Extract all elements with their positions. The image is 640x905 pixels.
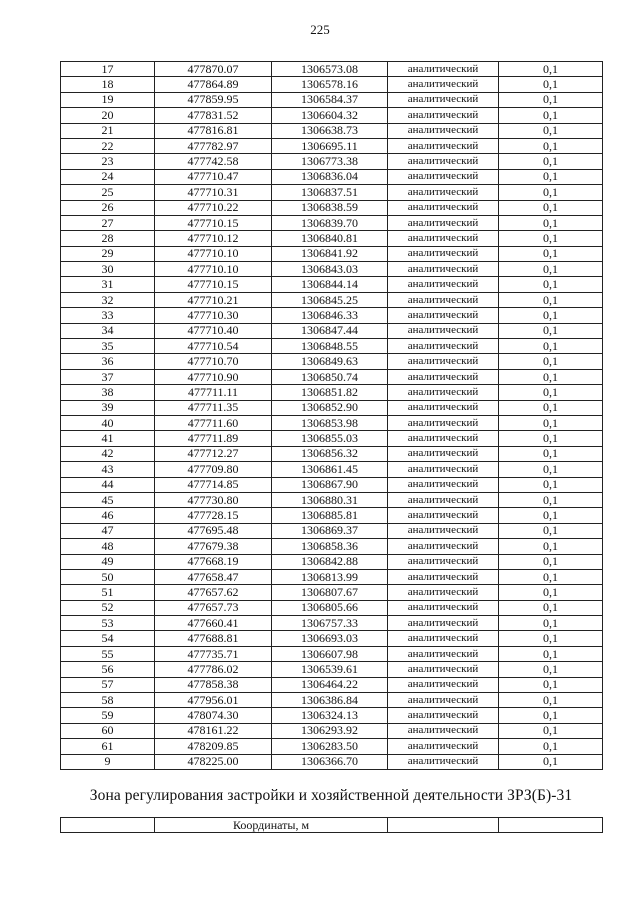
accuracy-cell: 0,1 [499, 169, 603, 184]
x-coordinate-cell: 477710.31 [155, 185, 272, 200]
x-coordinate-cell: 477695.48 [155, 523, 272, 538]
table-row [61, 492, 603, 507]
accuracy-cell: 0,1 [499, 462, 603, 477]
accuracy-cell: 0,1 [499, 554, 603, 569]
accuracy-cell: 0,1 [499, 600, 603, 615]
accuracy-cell: 0,1 [499, 492, 603, 507]
accuracy-cell: 0,1 [499, 123, 603, 138]
table-row [61, 600, 603, 615]
x-coordinate-cell: 477712.27 [155, 446, 272, 461]
y-coordinate-cell: 1306693.03 [272, 631, 388, 646]
method-cell: аналитический [388, 369, 499, 384]
x-coordinate-cell: 477657.73 [155, 600, 272, 615]
accuracy-cell: 0,1 [499, 693, 603, 708]
method-cell: аналитический [388, 277, 499, 292]
y-coordinate-cell: 1306846.33 [272, 308, 388, 323]
y-coordinate-cell: 1306852.90 [272, 400, 388, 415]
method-cell: аналитический [388, 77, 499, 92]
accuracy-cell: 0,1 [499, 354, 603, 369]
method-cell: аналитический [388, 693, 499, 708]
y-coordinate-cell: 1306293.92 [272, 723, 388, 738]
table-row [61, 708, 603, 723]
x-coordinate-cell: 477735.71 [155, 646, 272, 661]
zone-coordinates-header-table [60, 817, 603, 833]
method-cell: аналитический [388, 646, 499, 661]
accuracy-cell: 0,1 [499, 431, 603, 446]
table-row [61, 200, 603, 215]
point-number-cell: 51 [61, 585, 155, 600]
y-coordinate-cell: 1306847.44 [272, 323, 388, 338]
point-number-cell: 23 [61, 154, 155, 169]
method-cell: аналитический [388, 569, 499, 584]
method-cell: аналитический [388, 123, 499, 138]
point-number-cell: 25 [61, 185, 155, 200]
y-coordinate-cell: 1306757.33 [272, 616, 388, 631]
accuracy-cell: 0,1 [499, 539, 603, 554]
method-cell: аналитический [388, 400, 499, 415]
accuracy-cell: 0,1 [499, 62, 603, 77]
x-coordinate-cell: 478209.85 [155, 739, 272, 754]
method-cell: аналитический [388, 492, 499, 507]
y-coordinate-cell: 1306607.98 [272, 646, 388, 661]
header-cell-empty [388, 818, 499, 833]
point-number-cell: 59 [61, 708, 155, 723]
x-coordinate-cell: 477688.81 [155, 631, 272, 646]
table-row [61, 662, 603, 677]
accuracy-cell: 0,1 [499, 215, 603, 230]
y-coordinate-cell: 1306813.99 [272, 569, 388, 584]
method-cell: аналитический [388, 585, 499, 600]
method-cell: аналитический [388, 385, 499, 400]
accuracy-cell: 0,1 [499, 108, 603, 123]
header-cell-empty [499, 818, 603, 833]
x-coordinate-cell: 477786.02 [155, 662, 272, 677]
point-number-cell: 37 [61, 369, 155, 384]
method-cell: аналитический [388, 723, 499, 738]
y-coordinate-cell: 1306578.16 [272, 77, 388, 92]
accuracy-cell: 0,1 [499, 369, 603, 384]
table-row [61, 385, 603, 400]
x-coordinate-cell: 477730.80 [155, 492, 272, 507]
point-number-cell: 49 [61, 554, 155, 569]
table-row [61, 554, 603, 569]
y-coordinate-cell: 1306869.37 [272, 523, 388, 538]
y-coordinate-cell: 1306848.55 [272, 339, 388, 354]
method-cell: аналитический [388, 92, 499, 107]
accuracy-cell: 0,1 [499, 308, 603, 323]
y-coordinate-cell: 1306840.81 [272, 231, 388, 246]
accuracy-cell: 0,1 [499, 200, 603, 215]
accuracy-cell: 0,1 [499, 262, 603, 277]
point-number-cell: 60 [61, 723, 155, 738]
method-cell: аналитический [388, 262, 499, 277]
y-coordinate-cell: 1306858.36 [272, 539, 388, 554]
y-coordinate-cell: 1306604.32 [272, 108, 388, 123]
y-coordinate-cell: 1306838.59 [272, 200, 388, 215]
x-coordinate-cell: 477710.10 [155, 262, 272, 277]
accuracy-cell: 0,1 [499, 415, 603, 430]
x-coordinate-cell: 478074.30 [155, 708, 272, 723]
table-row [61, 277, 603, 292]
point-number-cell: 46 [61, 508, 155, 523]
method-cell: аналитический [388, 169, 499, 184]
x-coordinate-cell: 477864.89 [155, 77, 272, 92]
table-row [61, 262, 603, 277]
accuracy-cell: 0,1 [499, 138, 603, 153]
x-coordinate-cell: 477710.90 [155, 369, 272, 384]
accuracy-cell: 0,1 [499, 739, 603, 754]
point-number-cell: 36 [61, 354, 155, 369]
table-row [61, 169, 603, 184]
point-number-cell: 32 [61, 292, 155, 307]
method-cell: аналитический [388, 616, 499, 631]
method-cell: аналитический [388, 215, 499, 230]
accuracy-cell: 0,1 [499, 446, 603, 461]
method-cell: аналитический [388, 754, 499, 769]
x-coordinate-cell: 477709.80 [155, 462, 272, 477]
y-coordinate-cell: 1306842.88 [272, 554, 388, 569]
x-coordinate-cell: 477816.81 [155, 123, 272, 138]
method-cell: аналитический [388, 138, 499, 153]
table-row [61, 646, 603, 661]
method-cell: аналитический [388, 231, 499, 246]
x-coordinate-cell: 477710.15 [155, 277, 272, 292]
accuracy-cell: 0,1 [499, 385, 603, 400]
y-coordinate-cell: 1306839.70 [272, 215, 388, 230]
x-coordinate-cell: 477831.52 [155, 108, 272, 123]
table-row [61, 462, 603, 477]
accuracy-cell: 0,1 [499, 646, 603, 661]
point-number-cell: 48 [61, 539, 155, 554]
x-coordinate-cell: 477711.35 [155, 400, 272, 415]
x-coordinate-cell: 477668.19 [155, 554, 272, 569]
y-coordinate-cell: 1306283.50 [272, 739, 388, 754]
method-cell: аналитический [388, 292, 499, 307]
point-number-cell: 38 [61, 385, 155, 400]
accuracy-cell: 0,1 [499, 339, 603, 354]
accuracy-cell: 0,1 [499, 292, 603, 307]
method-cell: аналитический [388, 354, 499, 369]
y-coordinate-cell: 1306366.70 [272, 754, 388, 769]
method-cell: аналитический [388, 62, 499, 77]
point-number-cell: 54 [61, 631, 155, 646]
method-cell: аналитический [388, 508, 499, 523]
y-coordinate-cell: 1306844.14 [272, 277, 388, 292]
point-number-cell: 22 [61, 138, 155, 153]
y-coordinate-cell: 1306867.90 [272, 477, 388, 492]
y-coordinate-cell: 1306885.81 [272, 508, 388, 523]
x-coordinate-cell: 477710.40 [155, 323, 272, 338]
method-cell: аналитический [388, 415, 499, 430]
y-coordinate-cell: 1306853.98 [272, 415, 388, 430]
y-coordinate-cell: 1306807.67 [272, 585, 388, 600]
x-coordinate-cell: 478161.22 [155, 723, 272, 738]
x-coordinate-cell: 477710.22 [155, 200, 272, 215]
header-coordinates-label: Координаты, м [155, 818, 388, 833]
method-cell: аналитический [388, 431, 499, 446]
x-coordinate-cell: 477782.97 [155, 138, 272, 153]
y-coordinate-cell: 1306464.22 [272, 677, 388, 692]
y-coordinate-cell: 1306843.03 [272, 262, 388, 277]
point-number-cell: 27 [61, 215, 155, 230]
method-cell: аналитический [388, 708, 499, 723]
y-coordinate-cell: 1306324.13 [272, 708, 388, 723]
table-row [61, 508, 603, 523]
y-coordinate-cell: 1306841.92 [272, 246, 388, 261]
method-cell: аналитический [388, 339, 499, 354]
point-number-cell: 50 [61, 569, 155, 584]
accuracy-cell: 0,1 [499, 277, 603, 292]
y-coordinate-cell: 1306880.31 [272, 492, 388, 507]
point-number-cell: 45 [61, 492, 155, 507]
method-cell: аналитический [388, 539, 499, 554]
point-number-cell: 47 [61, 523, 155, 538]
table-row [61, 339, 603, 354]
table-row [61, 231, 603, 246]
table-row [61, 215, 603, 230]
y-coordinate-cell: 1306805.66 [272, 600, 388, 615]
accuracy-cell: 0,1 [499, 585, 603, 600]
method-cell: аналитический [388, 308, 499, 323]
header-row [61, 818, 603, 833]
x-coordinate-cell: 477660.41 [155, 616, 272, 631]
method-cell: аналитический [388, 323, 499, 338]
x-coordinate-cell: 478225.00 [155, 754, 272, 769]
table-row [61, 739, 603, 754]
point-number-cell: 20 [61, 108, 155, 123]
point-number-cell: 58 [61, 693, 155, 708]
table-row [61, 754, 603, 769]
x-coordinate-cell: 477710.21 [155, 292, 272, 307]
point-number-cell: 43 [61, 462, 155, 477]
accuracy-cell: 0,1 [499, 508, 603, 523]
table-row [61, 631, 603, 646]
table-row [61, 415, 603, 430]
accuracy-cell: 0,1 [499, 569, 603, 584]
x-coordinate-cell: 477858.38 [155, 677, 272, 692]
point-number-cell: 33 [61, 308, 155, 323]
x-coordinate-cell: 477710.70 [155, 354, 272, 369]
method-cell: аналитический [388, 677, 499, 692]
point-number-cell: 18 [61, 77, 155, 92]
accuracy-cell: 0,1 [499, 246, 603, 261]
page-number: 225 [310, 22, 330, 37]
table-row [61, 323, 603, 338]
y-coordinate-cell: 1306845.25 [272, 292, 388, 307]
accuracy-cell: 0,1 [499, 708, 603, 723]
x-coordinate-cell: 477714.85 [155, 477, 272, 492]
coordinates-table [60, 61, 603, 770]
table-row [61, 677, 603, 692]
method-cell: аналитический [388, 662, 499, 677]
y-coordinate-cell: 1306695.11 [272, 138, 388, 153]
table-row [61, 246, 603, 261]
point-number-cell: 41 [61, 431, 155, 446]
header-cell-empty [61, 818, 155, 833]
x-coordinate-cell: 477710.15 [155, 215, 272, 230]
table-row [61, 77, 603, 92]
y-coordinate-cell: 1306386.84 [272, 693, 388, 708]
point-number-cell: 52 [61, 600, 155, 615]
x-coordinate-cell: 477710.54 [155, 339, 272, 354]
method-cell: аналитический [388, 185, 499, 200]
method-cell: аналитический [388, 554, 499, 569]
x-coordinate-cell: 477711.60 [155, 415, 272, 430]
y-coordinate-cell: 1306850.74 [272, 369, 388, 384]
point-number-cell: 26 [61, 200, 155, 215]
y-coordinate-cell: 1306638.73 [272, 123, 388, 138]
point-number-cell: 24 [61, 169, 155, 184]
y-coordinate-cell: 1306773.38 [272, 154, 388, 169]
point-number-cell: 17 [61, 62, 155, 77]
table-row [61, 354, 603, 369]
x-coordinate-cell: 477859.95 [155, 92, 272, 107]
method-cell: аналитический [388, 246, 499, 261]
coordinates-table-body [61, 62, 603, 770]
table-row [61, 108, 603, 123]
y-coordinate-cell: 1306851.82 [272, 385, 388, 400]
point-number-cell: 56 [61, 662, 155, 677]
y-coordinate-cell: 1306856.32 [272, 446, 388, 461]
accuracy-cell: 0,1 [499, 677, 603, 692]
table-row [61, 431, 603, 446]
accuracy-cell: 0,1 [499, 154, 603, 169]
x-coordinate-cell: 477658.47 [155, 569, 272, 584]
accuracy-cell: 0,1 [499, 323, 603, 338]
method-cell: аналитический [388, 200, 499, 215]
x-coordinate-cell: 477728.15 [155, 508, 272, 523]
table-row [61, 477, 603, 492]
accuracy-cell: 0,1 [499, 92, 603, 107]
table-row [61, 446, 603, 461]
point-number-cell: 21 [61, 123, 155, 138]
accuracy-cell: 0,1 [499, 185, 603, 200]
method-cell: аналитический [388, 739, 499, 754]
x-coordinate-cell: 477711.11 [155, 385, 272, 400]
point-number-cell: 29 [61, 246, 155, 261]
accuracy-cell: 0,1 [499, 631, 603, 646]
method-cell: аналитический [388, 446, 499, 461]
x-coordinate-cell: 477711.89 [155, 431, 272, 446]
table-row [61, 154, 603, 169]
y-coordinate-cell: 1306539.61 [272, 662, 388, 677]
method-cell: аналитический [388, 154, 499, 169]
point-number-cell: 31 [61, 277, 155, 292]
accuracy-cell: 0,1 [499, 400, 603, 415]
x-coordinate-cell: 477870.07 [155, 62, 272, 77]
point-number-cell: 28 [61, 231, 155, 246]
table-row [61, 185, 603, 200]
point-number-cell: 19 [61, 92, 155, 107]
method-cell: аналитический [388, 477, 499, 492]
point-number-cell: 30 [61, 262, 155, 277]
table-row [61, 92, 603, 107]
point-number-cell: 57 [61, 677, 155, 692]
point-number-cell: 35 [61, 339, 155, 354]
table-row [61, 123, 603, 138]
y-coordinate-cell: 1306849.63 [272, 354, 388, 369]
accuracy-cell: 0,1 [499, 231, 603, 246]
point-number-cell: 9 [61, 754, 155, 769]
zone-title: Зона регулирования застройки и хозяйственной деятельности ЗРЗ(Б)-31 [89, 787, 573, 804]
point-number-cell: 53 [61, 616, 155, 631]
table-row [61, 585, 603, 600]
table-row [61, 292, 603, 307]
table-row [61, 539, 603, 554]
table-row [61, 569, 603, 584]
x-coordinate-cell: 477710.30 [155, 308, 272, 323]
y-coordinate-cell: 1306836.04 [272, 169, 388, 184]
table-row [61, 693, 603, 708]
point-number-cell: 34 [61, 323, 155, 338]
x-coordinate-cell: 477710.12 [155, 231, 272, 246]
x-coordinate-cell: 477742.58 [155, 154, 272, 169]
method-cell: аналитический [388, 462, 499, 477]
y-coordinate-cell: 1306573.08 [272, 62, 388, 77]
y-coordinate-cell: 1306855.03 [272, 431, 388, 446]
x-coordinate-cell: 477657.62 [155, 585, 272, 600]
y-coordinate-cell: 1306584.37 [272, 92, 388, 107]
table-row [61, 138, 603, 153]
point-number-cell: 61 [61, 739, 155, 754]
accuracy-cell: 0,1 [499, 616, 603, 631]
point-number-cell: 40 [61, 415, 155, 430]
table-row [61, 308, 603, 323]
table-row [61, 369, 603, 384]
table-row [61, 616, 603, 631]
accuracy-cell: 0,1 [499, 662, 603, 677]
table-row [61, 62, 603, 77]
method-cell: аналитический [388, 600, 499, 615]
point-number-cell: 44 [61, 477, 155, 492]
method-cell: аналитический [388, 108, 499, 123]
point-number-cell: 55 [61, 646, 155, 661]
x-coordinate-cell: 477710.47 [155, 169, 272, 184]
accuracy-cell: 0,1 [499, 77, 603, 92]
method-cell: аналитический [388, 631, 499, 646]
method-cell: аналитический [388, 523, 499, 538]
point-number-cell: 42 [61, 446, 155, 461]
accuracy-cell: 0,1 [499, 754, 603, 769]
table-row [61, 400, 603, 415]
table-row [61, 523, 603, 538]
x-coordinate-cell: 477956.01 [155, 693, 272, 708]
table-row [61, 723, 603, 738]
y-coordinate-cell: 1306837.51 [272, 185, 388, 200]
x-coordinate-cell: 477710.10 [155, 246, 272, 261]
point-number-cell: 39 [61, 400, 155, 415]
accuracy-cell: 0,1 [499, 723, 603, 738]
x-coordinate-cell: 477679.38 [155, 539, 272, 554]
accuracy-cell: 0,1 [499, 477, 603, 492]
y-coordinate-cell: 1306861.45 [272, 462, 388, 477]
accuracy-cell: 0,1 [499, 523, 603, 538]
